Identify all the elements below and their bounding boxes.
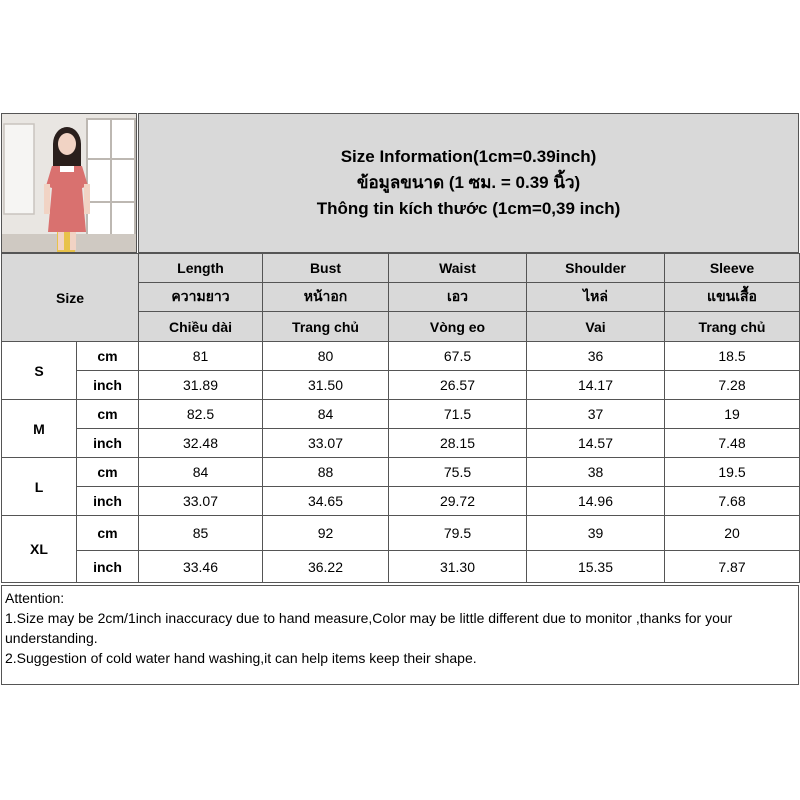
cell-value: 26.57 [389, 371, 527, 400]
cell-value: 80 [263, 342, 389, 371]
unit-inch: inch [77, 371, 139, 400]
cell-value: 14.17 [527, 371, 665, 400]
cell-value: 81 [139, 342, 263, 371]
col-waist-en: Waist [389, 254, 527, 283]
unit-inch: inch [77, 487, 139, 516]
cell-value: 92 [263, 516, 389, 551]
size-label-m: M [2, 400, 77, 458]
cell-value: 19.5 [665, 458, 800, 487]
attention-notes [1, 585, 799, 685]
col-shoulder-th: ไหล่ [527, 283, 665, 312]
cell-value: 31.89 [139, 371, 263, 400]
col-length-th: ความยาว [139, 283, 263, 312]
size-label-xl: XL [2, 516, 77, 583]
cell-value: 79.5 [389, 516, 527, 551]
size-header: Size [2, 254, 139, 342]
cell-value: 34.65 [263, 487, 389, 516]
cell-value: 7.28 [665, 371, 800, 400]
unit-cm: cm [77, 458, 139, 487]
unit-inch: inch [77, 551, 139, 583]
cell-value: 33.46 [139, 551, 263, 583]
cell-value: 36 [527, 342, 665, 371]
cell-value: 84 [263, 400, 389, 429]
size-label-s: S [2, 342, 77, 400]
product-photo-illustration [2, 114, 137, 253]
col-bust-en: Bust [263, 254, 389, 283]
cell-value: 19 [665, 400, 800, 429]
cell-value: 75.5 [389, 458, 527, 487]
unit-cm: cm [77, 516, 139, 551]
unit-cm: cm [77, 342, 139, 371]
cell-value: 37 [527, 400, 665, 429]
col-waist-vi: Vòng eo [389, 312, 527, 342]
cell-value: 85 [139, 516, 263, 551]
title-vietnamese: Thông tin kích thước (1cm=0,39 inch) [316, 199, 621, 218]
cell-value: 14.57 [527, 429, 665, 458]
size-label-l: L [2, 458, 77, 516]
cell-value: 7.87 [665, 551, 800, 583]
cell-value: 15.35 [527, 551, 665, 583]
col-length-vi: Chiều dài [139, 312, 263, 342]
attention-heading: Attention: [5, 590, 65, 606]
col-bust-vi: Trang chủ [263, 312, 389, 342]
cell-value: 29.72 [389, 487, 527, 516]
col-sleeve-en: Sleeve [665, 254, 800, 283]
cell-value: 20 [665, 516, 800, 551]
cell-value: 84 [139, 458, 263, 487]
cell-value: 67.5 [389, 342, 527, 371]
cell-value: 28.15 [389, 429, 527, 458]
cell-value: 88 [263, 458, 389, 487]
cell-value: 7.68 [665, 487, 800, 516]
col-bust-th: หน้าอก [263, 283, 389, 312]
cell-value: 14.96 [527, 487, 665, 516]
cell-value: 38 [527, 458, 665, 487]
unit-cm: cm [77, 400, 139, 429]
cell-value: 36.22 [263, 551, 389, 583]
col-waist-th: เอว [389, 283, 527, 312]
product-photo [1, 113, 137, 253]
col-shoulder-en: Shoulder [527, 254, 665, 283]
title-thai: ข้อมูลขนาด (1 ซม. = 0.39 นิ้ว) [356, 173, 581, 192]
size-info-title [138, 113, 799, 253]
col-length-en: Length [139, 254, 263, 283]
cell-value: 7.48 [665, 429, 800, 458]
attention-note-1: 1.Size may be 2cm/1inch inaccuracy due to hand measure,Color may be little different due to monitor ,thanks for your understanding. [5, 610, 733, 646]
cell-value: 32.48 [139, 429, 263, 458]
col-sleeve-vi: Trang chủ [665, 312, 800, 342]
col-sleeve-th: แขนเสื้อ [665, 283, 800, 312]
cell-value: 82.5 [139, 400, 263, 429]
cell-value: 31.30 [389, 551, 527, 583]
cell-value: 18.5 [665, 342, 800, 371]
cell-value: 71.5 [389, 400, 527, 429]
cell-value: 33.07 [139, 487, 263, 516]
title-english: Size Information(1cm=0.39inch) [340, 147, 597, 166]
unit-inch: inch [77, 429, 139, 458]
cell-value: 39 [527, 516, 665, 551]
col-shoulder-vi: Vai [527, 312, 665, 342]
attention-note-2: 2.Suggestion of cold water hand washing,it can help items keep their shape. [5, 650, 477, 666]
cell-value: 31.50 [263, 371, 389, 400]
cell-value: 33.07 [263, 429, 389, 458]
size-table [1, 253, 800, 583]
